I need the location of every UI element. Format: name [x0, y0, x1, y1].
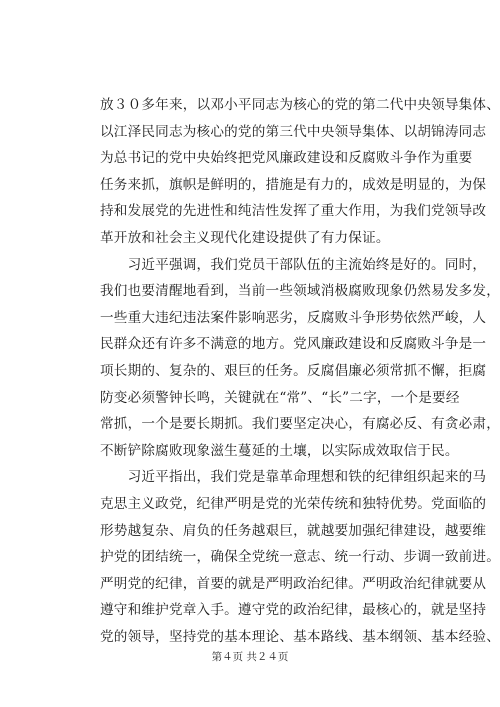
text-line: 民群众还有许多不满意的地方。党风廉政建设和反腐败斗争是一	[100, 336, 487, 353]
text-line: 革开放和社会主义现代化建设提供了有力保证。	[100, 229, 390, 246]
text-line: 不断铲除腐败现象滋生蔓延的土壤，以实际成效取信于民。	[100, 442, 459, 459]
text-line: 持和发展党的先进性和纯洁性发挥了重大作用，为我们党领导改	[100, 203, 487, 220]
text-line: 项长期的、复杂的、艰巨的任务。反腐倡廉必须常抓不懈，拒腐	[100, 362, 487, 379]
text-line: 形势越复杂、肩负的任务越艰巨，就越要加强纪律建设，越要维	[100, 522, 487, 539]
text-line: 党的领导，坚持党的基本理论、基本路线、基本纲领、基本经验、	[100, 628, 500, 645]
text-line: 以江泽民同志为核心的党的第三代中央领导集体、以胡锦涛同志	[100, 123, 487, 140]
text-line: 为总书记的党中央始终把党风廉政建设和反腐败斗争作为重要	[100, 150, 473, 167]
page-number-footer: 第４页 共２４页	[211, 651, 289, 663]
text-line: 我们也要清醒地看到，当前一些领域消极腐败现象仍然易发多发，	[100, 283, 500, 300]
text-line: 遵守和维护党章入手。遵守党的政治纪律，最核心的，就是坚持	[100, 602, 487, 619]
body-text	[100, 92, 500, 650]
text-line: 防变必须警钟长鸣，关键就在“常”、“长”二字，一个是要经	[100, 389, 460, 406]
text-line: 严明党的纪律，首要的就是严明政治纪律。严明政治纪律就要从	[100, 575, 487, 592]
text-line: 克思主义政党，纪律严明是党的光荣传统和独特优势。党面临的	[100, 495, 487, 512]
text-line: 放３０多年来，以邓小平同志为核心的党的第二代中央领导集体、	[100, 97, 500, 113]
text-line: 习近平指出，我们党是靠革命理想和铁的纪律组织起来的马	[100, 469, 487, 486]
text-line: 习近平强调，我们党员干部队伍的主流始终是好的。同时，	[100, 256, 487, 273]
text-line: 护党的团结统一，确保全党统一意志、统一行动、步调一致前进。	[100, 549, 500, 566]
text-line: 常抓，一个是要长期抓。我们要坚定决心，有腐必反、有贪必肃，	[100, 416, 500, 433]
text-line: 任务来抓，旗帜是鲜明的，措施是有力的，成效是明显的，为保	[100, 176, 487, 193]
text-line: 一些重大违纪违法案件影响恶劣，反腐败斗争形势依然严峻，人	[100, 309, 487, 326]
